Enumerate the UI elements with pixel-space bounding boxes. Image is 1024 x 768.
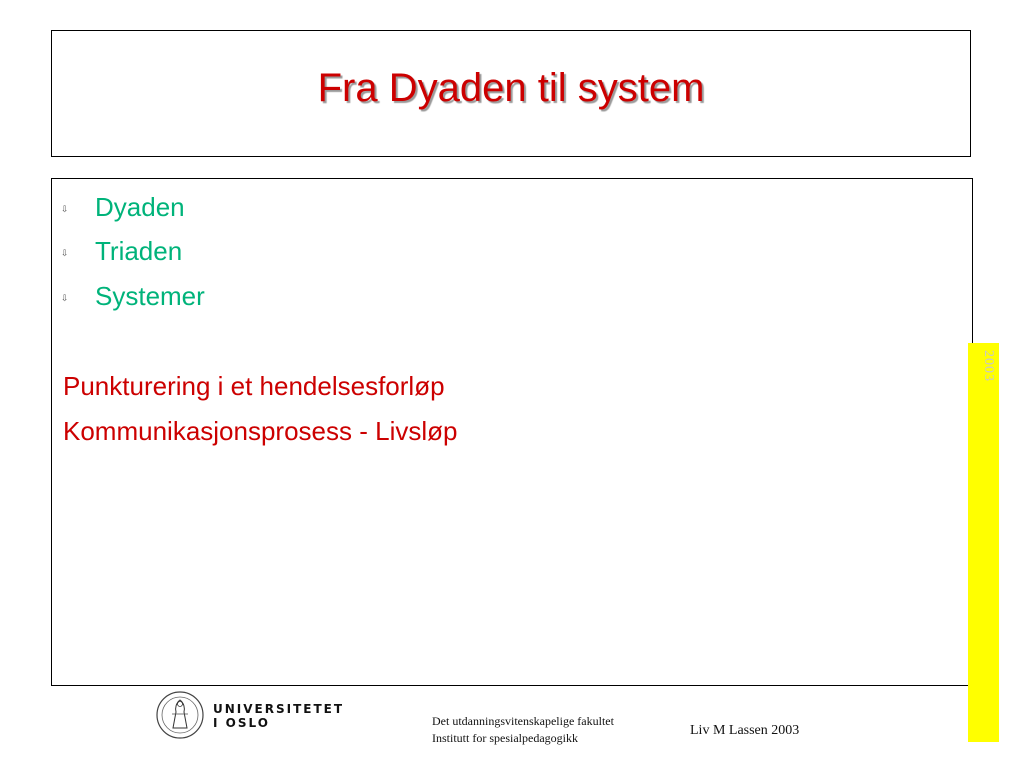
bullet-label: Dyaden	[95, 192, 185, 222]
university-name-line: UNIVERSITETET	[213, 702, 345, 716]
bullet-label: Triaden	[95, 236, 183, 266]
bullet-item	[61, 235, 182, 267]
content-frame	[51, 178, 973, 686]
bullet-item	[61, 191, 185, 223]
title-frame	[51, 30, 971, 157]
faculty-line: Det utdanningsvitenskapelige fakultet	[432, 714, 614, 728]
slide-title: Fra Dyaden til system	[317, 66, 705, 110]
bullet-item	[61, 280, 205, 312]
university-name	[213, 702, 344, 730]
body-line: Kommunikasjonsprosess - Livsløp	[63, 416, 458, 446]
side-year-label: 2003	[981, 350, 996, 382]
body-line: Punkturering i et hendelsesforløp	[63, 371, 445, 401]
author-credit: Liv M Lassen 2003	[690, 723, 800, 738]
faculty-info	[432, 713, 614, 747]
university-name-line: I OSLO	[213, 716, 270, 730]
down-arrow-bullet-icon: ⇩	[61, 294, 69, 304]
bullet-label: Systemer	[95, 281, 205, 311]
down-arrow-bullet-icon: ⇩	[61, 249, 69, 259]
university-seal-icon	[155, 690, 205, 740]
institute-line: Institutt for spesialpedagogikk	[432, 731, 578, 745]
down-arrow-bullet-icon: ⇩	[61, 205, 69, 215]
